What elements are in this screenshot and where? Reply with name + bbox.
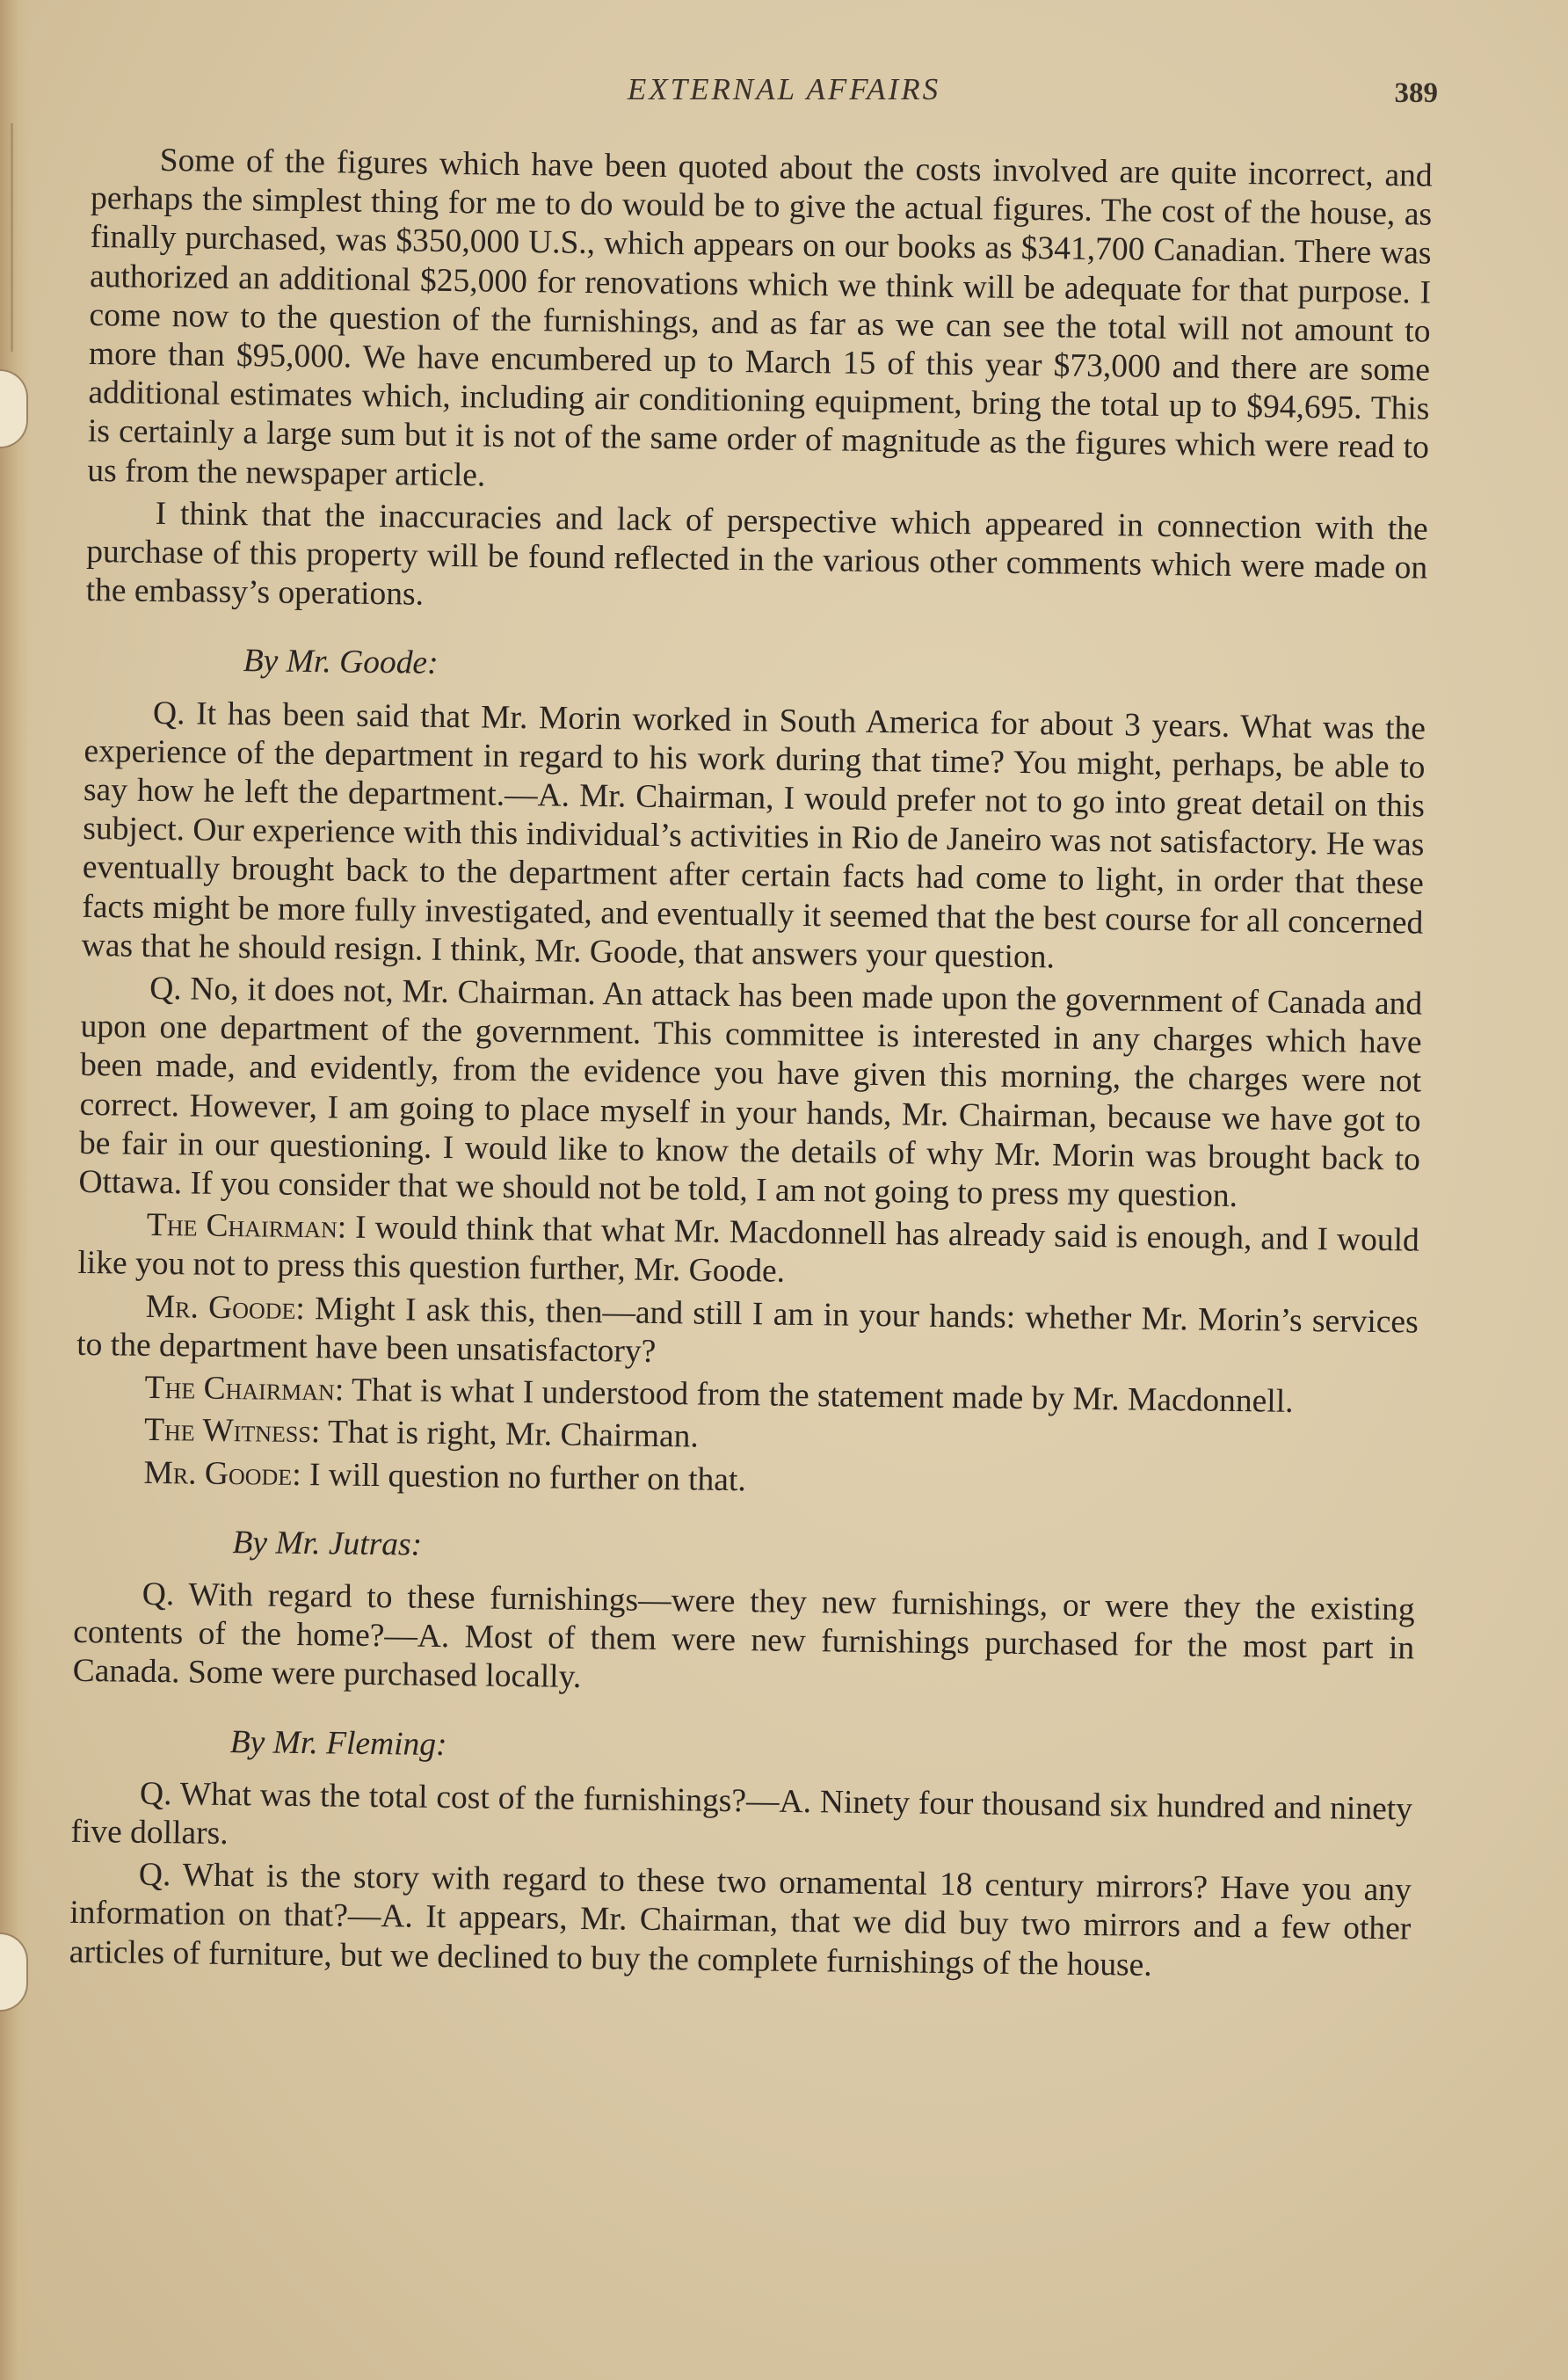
speech-text: Might I ask this, then—and still I am in your hands: whether Mr. Morin’s services to the department have been unsatisfactory? bbox=[76, 1290, 1419, 1370]
speaker-label: Mr. Goode: bbox=[143, 1454, 301, 1493]
paragraph-mirrors: Q. What is the story with regard to these two ornamental 18 century mirrors? Have you any information on that?—A. It appears, Mr. Chairman, that we did buy two mirrors and a few other articles of furniture, but we declined to buy the complete furnishings of the house. bbox=[69, 1856, 1412, 1983]
speech-text: I will question no further on that. bbox=[309, 1456, 747, 1498]
page-number: 389 bbox=[1394, 77, 1438, 109]
speech-text: That is what I understood from the statement made by Mr. Macdonnell. bbox=[351, 1372, 1294, 1420]
body-text bbox=[69, 141, 1433, 1991]
paragraph-goode-followup: Q. No, it does not, Mr. Chairman. An attack has been made upon the government of Canada and upon one department of the government. This committee is interested in any charges which have been made, and evidently, from the evidence you have given this morning, the charges were not correct. However, I am going to place myself in your hands, Mr. Chairman, because we have got to be fair in our questioning. I would like to know the details of why Mr. Morin was brought back to Ottawa. If you consider that we should not be told, I am not going to press my question. bbox=[78, 970, 1423, 1215]
speaker-label: The Witness: bbox=[143, 1412, 321, 1451]
paragraph-inaccuracies: I think that the inaccuracies and lack of perspective which appeared in connection with the purchase of this property will be found reflected in the various other comments which were made on the embassy’s operations. bbox=[85, 495, 1428, 613]
examiner-heading-jutras: By Mr. Jutras: bbox=[232, 1524, 423, 1563]
paragraph-chairman-reply bbox=[77, 1205, 1419, 1299]
speech-text: I would think that what Mr. Macdonnell has already said is enough, and I would like you not to press this question further, Mr. Goode. bbox=[77, 1210, 1420, 1291]
speech-text: That is right, Mr. Chairman. bbox=[327, 1414, 700, 1455]
paragraph-total-cost: Q. What was the total cost of the furnishings?—A. Ninety four thousand six hundred and ninety five dollars. bbox=[70, 1775, 1413, 1852]
speaker-label: Mr. Goode: bbox=[145, 1288, 306, 1327]
examiner-heading-goode: By Mr. Goode: bbox=[243, 643, 439, 682]
paragraph-furnishings-question: Q. With regard to these furnishings—were they new furnishings, or were they the existing contents of the home?—A. Most of them were new furnishings purchased for the most part in Canada. Some were purchased locally. bbox=[72, 1576, 1415, 1696]
paragraph-morin-question: Q. It has been said that Mr. Morin worked in South America for about 3 years. What was the experience of the department in regard to his work during that time? You might, perhaps, be able to say how he left the department.—A. Mr. Chairman, I would prefer not to go into great detail on this subject. Our experience with this individual’s activities in Rio de Janeiro was not satisfactory. He was eventually brought back to the department after certain facts had come to light, in order that these facts might be more fully investigated, and eventually it seemed that the best course for all concerned was that he should resign. I think, Mr. Goode, that answers your question. bbox=[81, 695, 1426, 976]
running-title: EXTERNAL AFFAIRS bbox=[627, 72, 941, 106]
page-gutter-shadow bbox=[0, 0, 30, 2380]
speaker-label: The Chairman: bbox=[146, 1207, 347, 1246]
paragraph-costs: Some of the figures which have been quoted about the costs involved are quite incorrect, and perhaps the simplest thing for me to do would be to give the actual figures. The cost of the house, as finally purchased, was $350,000 U.S., which appears on our books as $341,700 Canadian. There was authorized an additional $25,000 for renovations which we think will be adequate for that purpose. I come now to the question of the furnishings, and as far as we can see the total will not amount to more than $95,000. We have encumbered up to March 15 of this year $73,000 and there are some additional estimates which, including air conditioning equipment, bring the total up to $94,695. This is certainly a large sum but it is not of the same order of magnitude as the figures which were read to us from the newspaper article. bbox=[87, 142, 1433, 494]
examiner-heading-fleming: By Mr. Fleming: bbox=[229, 1723, 447, 1763]
speaker-label: The Chairman: bbox=[144, 1369, 345, 1408]
paragraph-goode-ask bbox=[76, 1287, 1419, 1381]
binding-mark bbox=[11, 123, 13, 352]
running-header bbox=[0, 72, 1568, 111]
